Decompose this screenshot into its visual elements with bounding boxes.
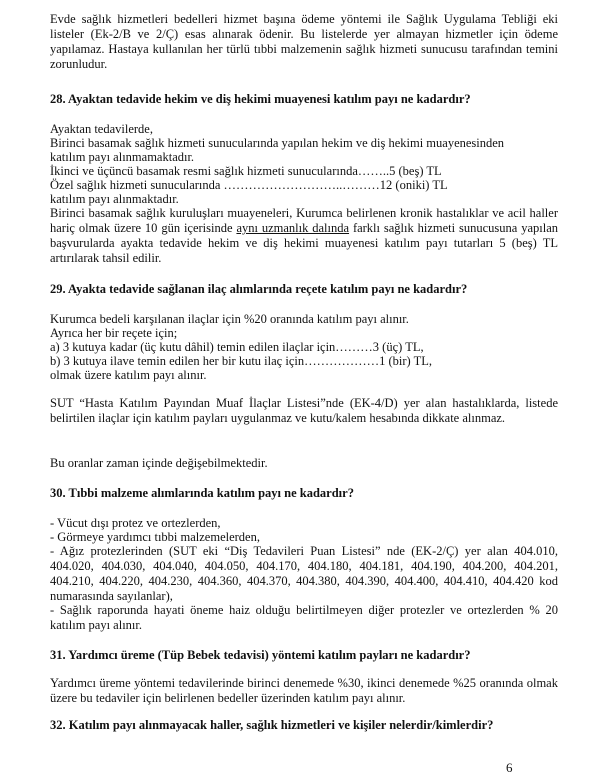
q29-line-4: b) 3 kutuya ilave temin edilen her bir kutu ilaç için………………1 (bir) TL,: [50, 354, 432, 368]
q30-item-1: - Vücut dışı protez ve ortezlerden,: [50, 516, 221, 530]
q28-underlined-phrase: aynı uzmanlık dalında: [236, 221, 350, 235]
q28-line-3: katılım payı alınmamaktadır.: [50, 150, 195, 164]
q29-line-5: olmak üzere katılım payı alınır.: [50, 368, 207, 382]
q29-paragraph-3: Bu oranlar zaman içinde değişebilmektedir.: [50, 456, 268, 470]
q29-line-1: Kurumca bedeli karşılanan ilaçlar için %20 oranında katılım payı alınır.: [50, 312, 409, 326]
q28-paragraph-start: Birinci basamak sağlık kuruluşları muayeneleri, Kurumca belirlenen kronik hastalıklar ve acil haller hariç olmak üzere 10 gün içerisinde: [50, 206, 558, 235]
q29-line-2: Ayrıca her bir reçete için;: [50, 326, 178, 340]
q29-paragraph-2: SUT “Hasta Katılım Payından Muaf İlaçlar Listesi”nde (EK-4/D) yer alan hastalıklarda, listede belirtilen ilaçlar için katılım payları uygulanmaz ve kutu/kalem hesabında dikkate alınmaz.: [50, 396, 558, 425]
q28-heading: 28. Ayaktan tedavide hekim ve diş hekimi muayenesi katılım payı ne kadardır?: [50, 92, 471, 106]
q30-item-2: - Görmeye yardımcı tıbbi malzemelerden,: [50, 530, 260, 544]
q28-line-1: Ayaktan tedavilerde,: [50, 122, 153, 136]
q32-heading: 32. Katılım payı alınmayacak haller, sağlık hizmetleri ve kişiler nelerdir/kimlerdir?: [50, 718, 494, 732]
q31-paragraph: Yardımcı üreme yöntemi tedavilerinde birinci denemede %30, ikinci denemede %25 oranında olmak üzere bu tedaviler için belirlenen bedeller üzerinden katılım payı alınır.: [50, 676, 558, 705]
q28-line-6: katılım payı alınmaktadır.: [50, 192, 179, 206]
q28-line-5: Özel sağlık hizmeti sunucularında ………………………..………12 (oniki) TL: [50, 178, 448, 192]
q30-item-3: - Ağız protezlerinden (SUT eki “Diş Tedavileri Puan Listesi” nde (EK-2/Ç) yer alan 404.010, 404.020, 404.030, 404.040, 404.050, 404.170, 404.180, 404.181, 404.190, 404.200, 404.201, 404.210, 404.220, 404.230, 404.360, 404.370, 404.380, 404.390, 404.400, 404.410, 404.420 kod numarasında sayılanlar),: [50, 544, 558, 603]
q28-line-2: Birinci basamak sağlık hizmeti sunucularında yapılan hekim ve diş hekimi muayenesinden: [50, 136, 505, 150]
intro-paragraph: Evde sağlık hizmetleri bedelleri hizmet başına ödeme yöntemi ile Sağlık Uygulama Tebliği eki listeler (Ek-2/B ve 2/Ç) esas alınarak ödenir. Bu listelerde yer almayan hizmetler için ödeme yapılamaz. Hastaya kullanılan her türlü tıbbi malzemenin sağlık hizmeti sunucusu tarafından temini zorunludur.: [50, 12, 558, 71]
q29-line-3: a) 3 kutuya kadar (üç kutu dâhil) temin edilen ilaçlar için………3 (üç) TL,: [50, 340, 424, 354]
q30-item-4: - Sağlık raporunda hayati öneme haiz olduğu belirtilmeyen diğer protezler ve ortezlerden % 20 katılım payı alınır.: [50, 603, 558, 632]
page-number: 6: [506, 760, 513, 775]
q28-paragraph-end: farklı sağlık hizmeti sunucusuna yapılan başvurularda ayakta tedavide hekim ve diş hekimi muayenesi katılım payı tutarları 5 (beş) TL artırılarak tahsil edilir.: [50, 221, 559, 265]
q28-line-4: İkinci ve üçüncü basamak resmi sağlık hizmeti sunucularında……..5 (beş) TL: [50, 164, 442, 178]
q29-heading: 29. Ayakta tedavide sağlanan ilaç alımlarında reçete katılım payı ne kadardır?: [50, 282, 468, 296]
q28-paragraph: [50, 206, 558, 266]
q31-heading: 31. Yardımcı üreme (Tüp Bebek tedavisi) yöntemi katılım payları ne kadardır?: [50, 648, 471, 662]
q30-heading: 30. Tıbbi malzeme alımlarında katılım payı ne kadardır?: [50, 486, 354, 500]
